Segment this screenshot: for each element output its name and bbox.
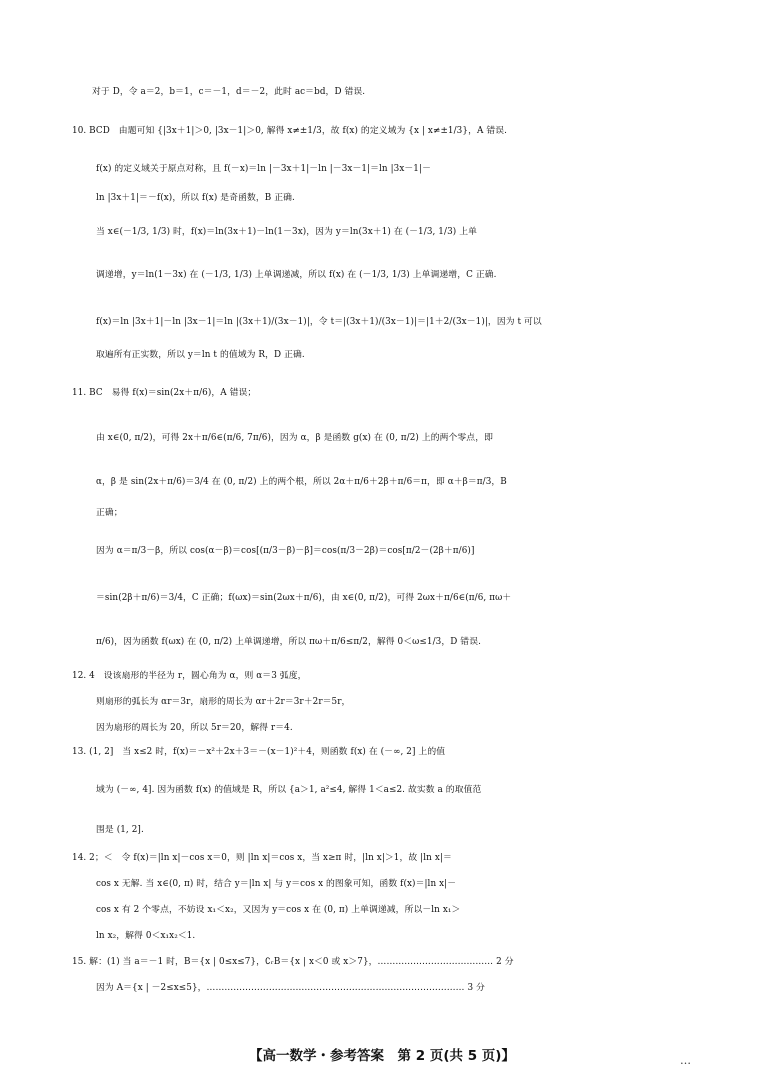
line-text: 则扇形的弧长为 αr＝3r，扇形的周长为 αr＋2r＝3r＋2r＝5r， xyxy=(96,697,351,707)
text-line xyxy=(0,159,764,179)
line-text: cos x 无解. 当 x∈(0, π) 时，结合 y＝|ln x| 与 y＝cos x 的图象可知，函数 f(x)＝|ln x|－ xyxy=(96,879,457,889)
line-text: ln x₂，解得 0＜x₁x₂＜1. xyxy=(96,931,196,941)
line-text: f(x) 的定义域关于原点对称，且 f(－x)＝ln |－3x＋1|－ln |－3x－1|＝ln |3x－1|－ xyxy=(96,164,431,174)
line-text: 调递增，y＝ln(1－3x) 在 (－1/3, 1/3) 上单调递减，所以 f(x) 在 (－1/3, 1/3) 上单调递增，C 正确. xyxy=(96,270,497,280)
line-text: ＝sin(2β＋π/6)＝3/4，C 正确；f(ωx)＝sin(2ωx＋π/6)，由 x∈(0, π/2)，可得 2ωx＋π/6∈(π/6, πω＋ xyxy=(96,593,512,603)
line-text: 11. BC 易得 f(x)＝sin(2x＋π/6)，A 错误； xyxy=(72,388,257,398)
text-line xyxy=(0,383,764,403)
line-text: 13. (1, 2] 当 x≤2 时，f(x)＝－x²＋2x＋3＝－(x－1)²＋4，则函数 f(x) 在 (－∞, 2] 上的值 xyxy=(72,747,446,757)
line-text: cos x 有 2 个零点，不妨设 x₁＜x₂，又因为 y＝cos x 在 (0, π) 上单调递减，所以－ln x₁＞ xyxy=(96,905,461,915)
corner-mark: … xyxy=(680,1054,691,1067)
text-line xyxy=(0,503,764,523)
line-text: 因为 α＝π/3－β，所以 cos(α－β)＝cos[(π/3－β)－β]＝cos(π/3－2β)＝cos[π/2－(2β＋π/6)] xyxy=(96,546,475,556)
line-text: π/6)，因为函数 f(ωx) 在 (0, π/2) 上单调递增，所以 πω＋π/6≤π/2，解得 0＜ω≤1/3，D 错误. xyxy=(96,637,481,647)
text-line xyxy=(0,472,764,492)
text-line xyxy=(0,222,764,242)
text-line xyxy=(0,188,764,208)
text-line xyxy=(0,952,764,972)
text-line xyxy=(0,632,764,652)
line-text: 14. 2；＜ 令 f(x)＝|ln x|－cos x＝0，则 |ln x|＝cos x，当 x≥π 时，|ln x|＞1，故 |ln x|＝ xyxy=(72,853,452,863)
text-line xyxy=(0,742,764,762)
line-text: α，β 是 sin(2x＋π/6)＝3/4 在 (0, π/2) 上的两个根，所以 2α＋π/6＋2β＋π/6＝π，即 α＋β＝π/3，B xyxy=(96,477,507,487)
line-text: 由 x∈(0, π/2)，可得 2x＋π/6∈(π/6, 7π/6)，因为 α，β 是函数 g(x) 在 (0, π/2) 上的两个零点，即 xyxy=(96,433,494,443)
line-text: 对于 D，令 a＝2，b＝1，c＝－1，d＝－2，此时 ac＝bd，D 错误. xyxy=(92,87,366,97)
text-line xyxy=(0,265,764,285)
line-text: 因为 A＝{x | －2≤x≤5}，…………………………………………………………………………… 3 分 xyxy=(96,983,485,993)
line-text: 当 x∈(－1/3, 1/3) 时，f(x)＝ln(3x＋1)－ln(1－3x)，因为 y＝ln(3x＋1) 在 (－1/3, 1/3) 上单 xyxy=(96,227,477,237)
text-line xyxy=(0,692,764,712)
line-text: 因为扇形的周长为 20，所以 5r＝20，解得 r＝4. xyxy=(96,723,293,733)
line-text: 12. 4 设该扇形的半径为 r，圆心角为 α，则 α＝3 弧度， xyxy=(72,671,307,681)
line-text: 域为 (－∞, 4]. 因为函数 f(x) 的值域是 R，所以 {a＞1, a²≤4, 解得 1＜a≤2. 故实数 a 的取值范 xyxy=(96,785,482,795)
text-line xyxy=(0,588,764,608)
text-line xyxy=(0,718,764,738)
text-line xyxy=(0,780,764,800)
text-line xyxy=(0,121,764,141)
line-text: 取遍所有正实数，所以 y＝ln t 的值域为 R，D 正确. xyxy=(96,350,305,360)
text-line xyxy=(0,874,764,894)
text-line xyxy=(0,428,764,448)
text-line xyxy=(0,926,764,946)
line-text: 正确； xyxy=(96,508,123,518)
text-line xyxy=(0,345,764,365)
line-text: 围是 (1, 2]. xyxy=(96,825,144,835)
text-line xyxy=(0,82,764,102)
page-footer: 【高一数学・参考答案 第 2 页(共 5 页)】 xyxy=(249,1048,515,1064)
text-line xyxy=(0,820,764,840)
text-line xyxy=(0,900,764,920)
text-line xyxy=(0,541,764,561)
text-line xyxy=(0,666,764,686)
text-line xyxy=(0,312,764,332)
line-text: 15. 解：(1) 当 a＝－1 时，B＝{x | 0≤x≤7}，∁ᵣB＝{x | x＜0 或 x＞7}，………………………………… 2 分 xyxy=(72,957,514,967)
line-text: f(x)＝ln |3x＋1|－ln |3x－1|＝ln |(3x＋1)/(3x－1)|，令 t＝|(3x＋1)/(3x－1)|＝|1＋2/(3x－1)|，因为 t 可以 xyxy=(96,317,542,327)
line-text: 10. BCD 由题可知 {|3x＋1|＞0, |3x－1|＞0, 解得 x≠±1/3，故 f(x) 的定义域为 {x | x≠±1/3}，A 错误. xyxy=(72,126,508,136)
text-line xyxy=(0,978,764,998)
line-text: ln |3x＋1|＝－f(x)，所以 f(x) 是奇函数，B 正确. xyxy=(96,193,295,203)
text-line xyxy=(0,848,764,868)
